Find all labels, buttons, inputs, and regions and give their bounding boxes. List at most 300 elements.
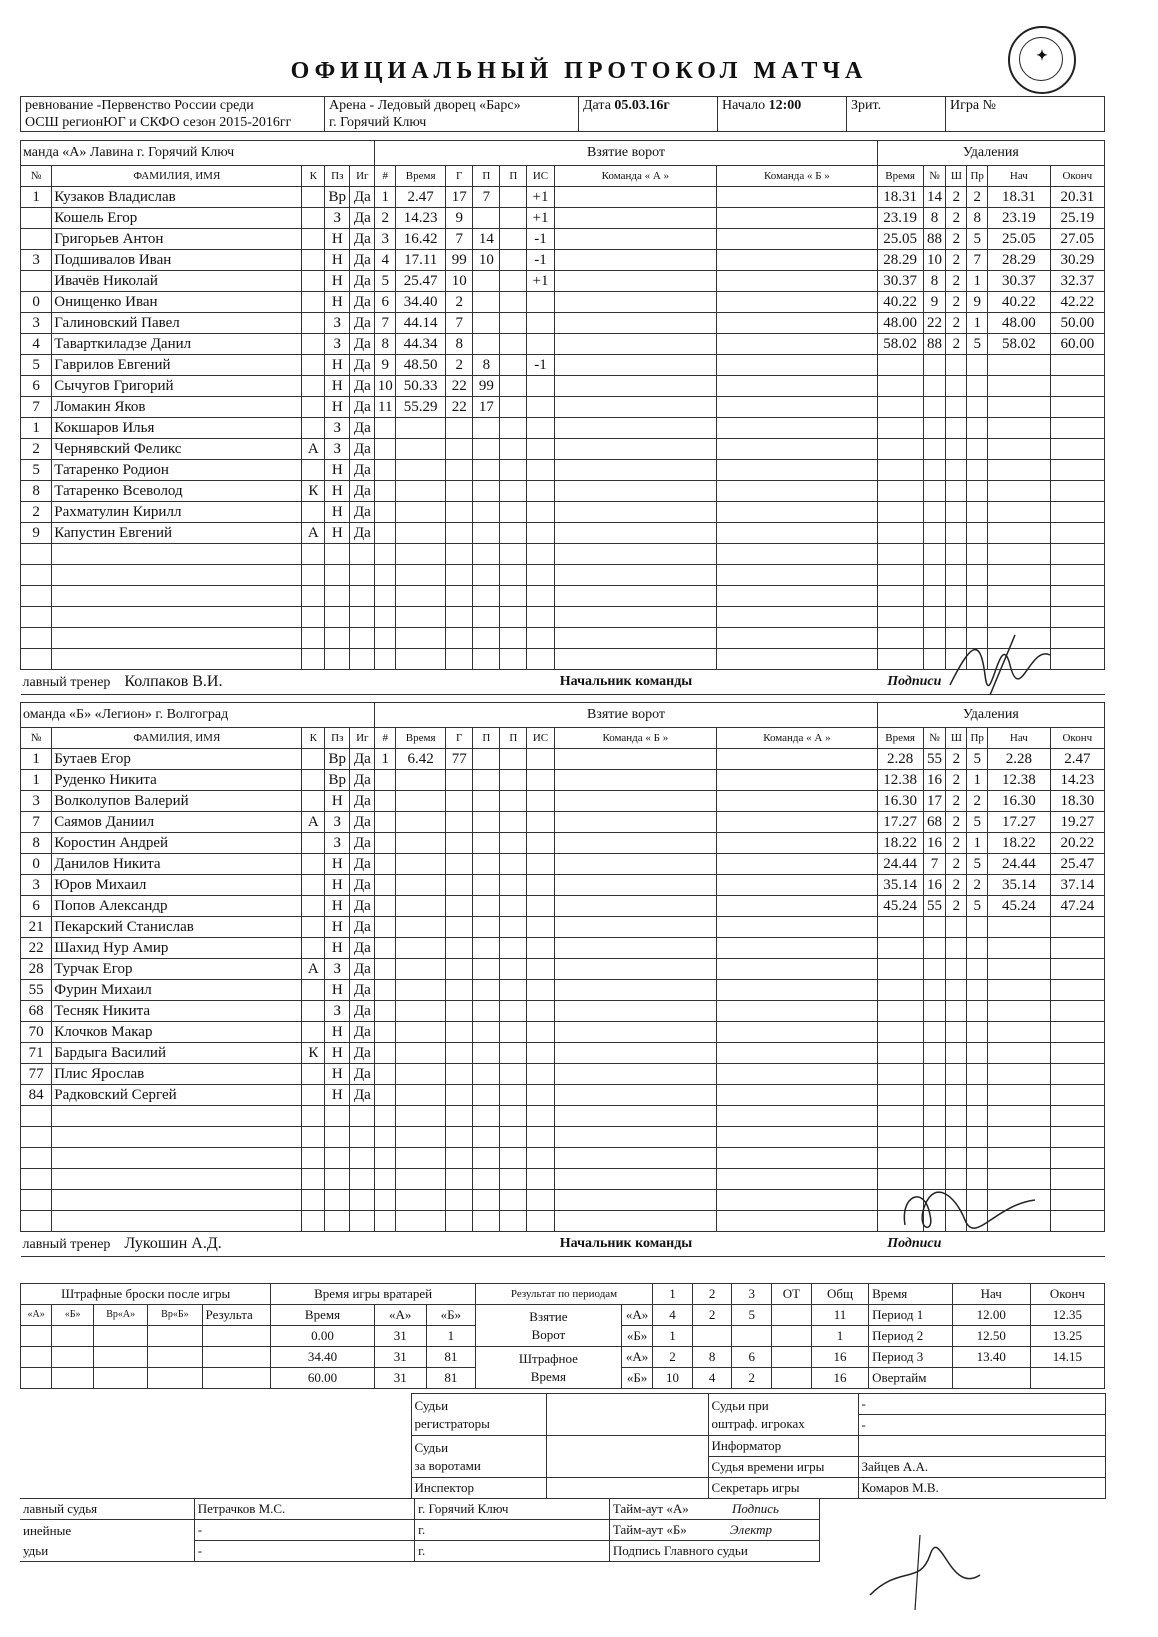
empty-cell [988,502,1051,523]
empty-cell [717,376,878,397]
empty-cell [473,1211,500,1232]
team-a-table [20,140,1105,695]
player-position: З [325,208,350,229]
empty-cell [554,1148,717,1169]
empty-cell [396,1127,446,1148]
penalty-player: 68 [923,812,946,833]
player-position: З [325,334,350,355]
empty-cell [717,1022,878,1043]
penalty-reason: 5 [967,334,988,355]
player-played: Да [350,250,375,271]
captain-mark [302,313,325,334]
empty-cell [1050,460,1104,481]
player-number: 9 [21,523,52,544]
empty-cell [52,1106,302,1127]
goal-situation [527,376,554,397]
empty-cell [554,749,717,770]
start-cell [718,97,847,132]
empty-cell [500,833,527,854]
empty-cell [302,1211,325,1232]
penalty-end: 14.23 [1050,770,1104,791]
empty-cell [554,397,717,418]
empty-cell [717,1043,878,1064]
goal-assist-1 [473,749,500,770]
empty-cell [717,1106,878,1127]
registrar-judges-label [411,1394,546,1436]
empty-cell [717,334,878,355]
table-row [21,812,1105,833]
empty-cell [527,628,554,649]
empty-cell [325,1127,350,1148]
empty-cell [967,523,988,544]
player-played: Да [350,271,375,292]
penalty-time: 12.38 [877,770,923,791]
reg-judges-2: регистраторы [414,1415,490,1431]
coach-name: Колпаков В.И. [124,672,223,690]
period-time-header: Время [869,1284,952,1305]
penalty-reason: 5 [967,812,988,833]
captain-mark [302,833,325,854]
empty-cell [717,917,878,938]
captain-mark [302,791,325,812]
empty-cell [350,1190,375,1211]
column-header-6: Время [396,166,446,187]
empty-cell [473,1085,500,1106]
player-played: Да [350,833,375,854]
empty-cell [877,1064,923,1085]
empty-cell [554,271,717,292]
empty-cell [554,980,717,1001]
column-header-13: Время [877,728,923,749]
empty-cell [946,1064,967,1085]
empty-cell [375,460,396,481]
goal-judges-label [411,1436,546,1478]
empty-cell [473,896,500,917]
column-header-0: № [21,728,52,749]
empty-cell [923,917,946,938]
empty-cell [1050,418,1104,439]
table-row [21,208,1105,229]
penalty-minutes: 2 [946,187,967,208]
coach-label: лавный тренер [22,674,111,690]
empty-cell [396,628,446,649]
penalty-end: 47.24 [1050,896,1104,917]
period-start-header: Нач [952,1284,1030,1305]
penalty-end: 2.47 [1050,749,1104,770]
empty-cell [988,397,1051,418]
empty-cell [52,607,302,628]
player-played: Да [350,292,375,313]
empty-cell [527,1043,554,1064]
team-a-signature-icon [940,625,1060,705]
empty-cell [717,271,878,292]
empty-cell [554,250,717,271]
empty-cell [717,292,878,313]
column-header-5: # [375,728,396,749]
empty-cell [717,187,878,208]
column-header-17: Нач [988,166,1051,187]
empty-cell [500,1148,527,1169]
penalty-minutes: 2 [946,854,967,875]
player-played: Да [350,896,375,917]
empty-cell [923,1106,946,1127]
date-label: Дата [583,98,611,113]
competition-line-1: ревнование -Первенство России среди [25,98,254,113]
empty-cell [554,896,717,917]
empty-cell [717,1064,878,1085]
empty-cell [554,418,717,439]
empty-cell [500,896,527,917]
player-played: Да [350,376,375,397]
empty-cell [473,1043,500,1064]
empty-cell [554,292,717,313]
penalty-minutes-row-label [475,1347,621,1389]
linesmen-1: инейные [23,1522,72,1538]
empty-cell [527,586,554,607]
empty-cell [946,917,967,938]
empty-cell [396,875,446,896]
player-position: Н [325,854,350,875]
penalty-reason: 8 [967,208,988,229]
penalty-reason: 2 [967,187,988,208]
player-played: Да [350,355,375,376]
penalty-minutes: 2 [946,271,967,292]
empty-cell [554,523,717,544]
empty-cell [946,460,967,481]
penalty-reason: 1 [967,271,988,292]
empty-cell [923,1085,946,1106]
player-number: 21 [21,917,52,938]
empty-cell [527,1211,554,1232]
empty-cell [446,917,473,938]
player-played: Да [350,187,375,208]
goal-time: 48.50 [396,355,446,376]
column-header-16: Пр [967,728,988,749]
empty-cell [446,460,473,481]
goal-situation: -1 [527,250,554,271]
goal-assist-2 [500,250,527,271]
empty-cell [923,418,946,439]
empty-cell [554,355,717,376]
empty-cell [554,565,717,586]
goal-scorer: 17 [446,187,473,208]
pen-box-1: Судьи при [711,1397,769,1413]
empty-cell [554,1022,717,1043]
empty-cell [473,875,500,896]
penalty-box-judge-1: - [858,1394,1105,1415]
penalty-start: 30.37 [988,271,1051,292]
pen-a-p2: 8 [692,1347,732,1368]
goal-assist-2 [500,187,527,208]
empty-cell [325,1148,350,1169]
column-header-18: Оконч [1050,728,1104,749]
player-name: Чернявский Феликс [52,439,302,460]
team-b-signature-icon [895,1175,1045,1255]
empty-cell [52,565,302,586]
empty-cell [396,917,446,938]
chief-referee-city: г. Горячий Ключ [415,1499,610,1520]
empty-cell [554,229,717,250]
empty-cell [923,544,946,565]
empty-cell [446,439,473,460]
electr-label: Электр [730,1522,773,1537]
empty-cell [527,481,554,502]
empty-cell [967,938,988,959]
column-header-1: ФАМИЛИЯ, ИМЯ [52,166,302,187]
empty-cell [988,1022,1051,1043]
table-row [21,292,1105,313]
empty-cell [396,833,446,854]
empty-cell [527,833,554,854]
page-title: ОФИЦИАЛЬНЫЙ ПРОТОКОЛ МАТЧА [290,58,868,84]
penalty-minutes: 2 [946,875,967,896]
empty-cell [473,1001,500,1022]
captain-mark [302,896,325,917]
empty-cell [717,250,878,271]
empty-cell [473,418,500,439]
empty-cell [988,1043,1051,1064]
penalty-reason: 7 [967,250,988,271]
empty-cell [877,502,923,523]
empty-cell [923,523,946,544]
captain-mark [302,854,325,875]
player-position: З [325,812,350,833]
empty-cell [717,812,878,833]
empty-cell [923,586,946,607]
player-position: Н [325,875,350,896]
penalty-start: 12.38 [988,770,1051,791]
goal-scorer: 22 [446,397,473,418]
overtime-header: ОТ [772,1284,812,1305]
captain-mark: А [302,439,325,460]
empty-cell [446,565,473,586]
empty-cell [375,959,396,980]
empty-cell [375,1085,396,1106]
timekeeper-name: Зайцев А.А. [858,1457,1105,1478]
empty-cell [375,896,396,917]
player-played: Да [350,460,375,481]
empty-cell [877,917,923,938]
empty-cell [717,770,878,791]
empty-cell [554,502,717,523]
empty-cell [396,1022,446,1043]
player-number: 6 [21,896,52,917]
pen-label-2: Время [530,1368,566,1384]
player-position: Н [325,1022,350,1043]
goals-label-1: Взятие [529,1308,568,1324]
empty-cell [500,1169,527,1190]
empty-cell [1050,397,1104,418]
coach-cell [21,1232,375,1257]
player-number [21,229,52,250]
goalie-time-header: Время игры вратарей [271,1284,476,1305]
empty-cell [21,1127,52,1148]
pen-a-p1: 2 [653,1347,693,1368]
empty-cell [554,313,717,334]
player-number: 2 [21,502,52,523]
player-played: Да [350,208,375,229]
goalie-row-2-b: 81 [426,1347,475,1368]
empty-cell [527,917,554,938]
column-header-15: Ш [946,728,967,749]
empty-cell [500,1043,527,1064]
goal-assist-1 [473,313,500,334]
empty-cell [877,1085,923,1106]
player-number: 5 [21,460,52,481]
player-number: 3 [21,250,52,271]
penalty-player: 9 [923,292,946,313]
empty-cell [717,565,878,586]
goals-a-total: 11 [811,1305,868,1326]
empty-cell [946,1127,967,1148]
goals-b-total: 1 [811,1326,868,1347]
empty-cell [473,607,500,628]
empty-cell [923,938,946,959]
linesman-1-name: - [194,1520,414,1541]
empty-cell [446,1106,473,1127]
captain-mark [302,355,325,376]
empty-cell [717,460,878,481]
empty-cell [500,770,527,791]
goal-situation: -1 [527,229,554,250]
empty-cell [500,439,527,460]
table-row [21,418,1105,439]
empty-cell [554,854,717,875]
table-row [21,875,1105,896]
empty-cell [717,208,878,229]
empty-cell [988,523,1051,544]
overtime-start [952,1368,1030,1389]
table-row [21,187,1105,208]
player-position: З [325,959,350,980]
empty-cell [350,1106,375,1127]
goal-assist-2 [500,313,527,334]
column-header-10: ИС [527,728,554,749]
empty-cell [554,481,717,502]
player-number: 3 [21,875,52,896]
table-row [21,833,1105,854]
empty-cell [350,1127,375,1148]
empty-cell [473,1169,500,1190]
goal-situation [527,397,554,418]
player-name: Рахматулин Кирилл [52,502,302,523]
player-number: 84 [21,1085,52,1106]
empty-cell [717,875,878,896]
empty-cell [396,770,446,791]
empty-cell [52,544,302,565]
goal-time: 44.14 [396,313,446,334]
empty-cell [554,187,717,208]
penalty-start: 45.24 [988,896,1051,917]
empty-cell [946,1106,967,1127]
empty-cell [350,1211,375,1232]
empty-cell [923,502,946,523]
empty-cell [877,1127,923,1148]
player-played: Да [350,980,375,1001]
player-played: Да [350,439,375,460]
pen-a-total: 16 [811,1347,868,1368]
player-number: 2 [21,439,52,460]
goal-number: 5 [375,271,396,292]
captain-mark [302,749,325,770]
empty-cell [554,875,717,896]
empty-cell [717,959,878,980]
empty-cell [923,1022,946,1043]
empty-cell [877,355,923,376]
goal-scorer: 7 [446,229,473,250]
empty-cell [500,502,527,523]
penalty-player: 7 [923,854,946,875]
penalty-end: 30.29 [1050,250,1104,271]
empty-cell [527,1106,554,1127]
goal-number: 4 [375,250,396,271]
penalty-time: 18.31 [877,187,923,208]
team-chief-label: Начальник команды [375,1232,877,1257]
empty-cell [554,1106,717,1127]
penalty-player: 16 [923,770,946,791]
penalty-time: 35.14 [877,875,923,896]
goal-scorer: 8 [446,334,473,355]
empty-cell [988,586,1051,607]
table-row [21,544,1105,565]
captain-mark [302,917,325,938]
penalty-player: 16 [923,875,946,896]
empty-cell [988,355,1051,376]
empty-cell [988,959,1051,980]
empty-cell [375,418,396,439]
goal-time: 44.34 [396,334,446,355]
player-name: Кокшаров Илья [52,418,302,439]
empty-cell [923,565,946,586]
goal-assist-1 [473,208,500,229]
empty-cell [988,1064,1051,1085]
empty-cell [1050,439,1104,460]
empty-cell [375,791,396,812]
timeout-b-label: Тайм-аут «Б» [612,1522,687,1537]
player-number: 71 [21,1043,52,1064]
penalty-start: 35.14 [988,875,1051,896]
goal-number: 11 [375,397,396,418]
penalty-minutes: 2 [946,229,967,250]
empty-cell [967,1085,988,1106]
empty-cell [717,481,878,502]
goal-number: 10 [375,376,396,397]
empty-cell [877,628,923,649]
penalty-player: 88 [923,334,946,355]
column-header-14: № [923,728,946,749]
empty-cell [473,523,500,544]
empty-cell [350,607,375,628]
goalie-b-col: «Б» [426,1305,475,1326]
penalty-reason: 1 [967,833,988,854]
goal-time: 14.23 [396,208,446,229]
table-row [21,460,1105,481]
empty-cell [500,460,527,481]
player-name: Григорьев Антон [52,229,302,250]
penalty-start: 18.31 [988,187,1051,208]
empty-cell [527,938,554,959]
empty-cell [717,628,878,649]
table-row [21,917,1105,938]
empty-cell [1050,1022,1104,1043]
penalty-player: 22 [923,313,946,334]
empty-cell [967,565,988,586]
goal-scorer: 10 [446,271,473,292]
column-header-3: Пз [325,728,350,749]
empty-cell [396,460,446,481]
penalty-reason: 1 [967,313,988,334]
period-2-start: 12.50 [952,1326,1030,1347]
